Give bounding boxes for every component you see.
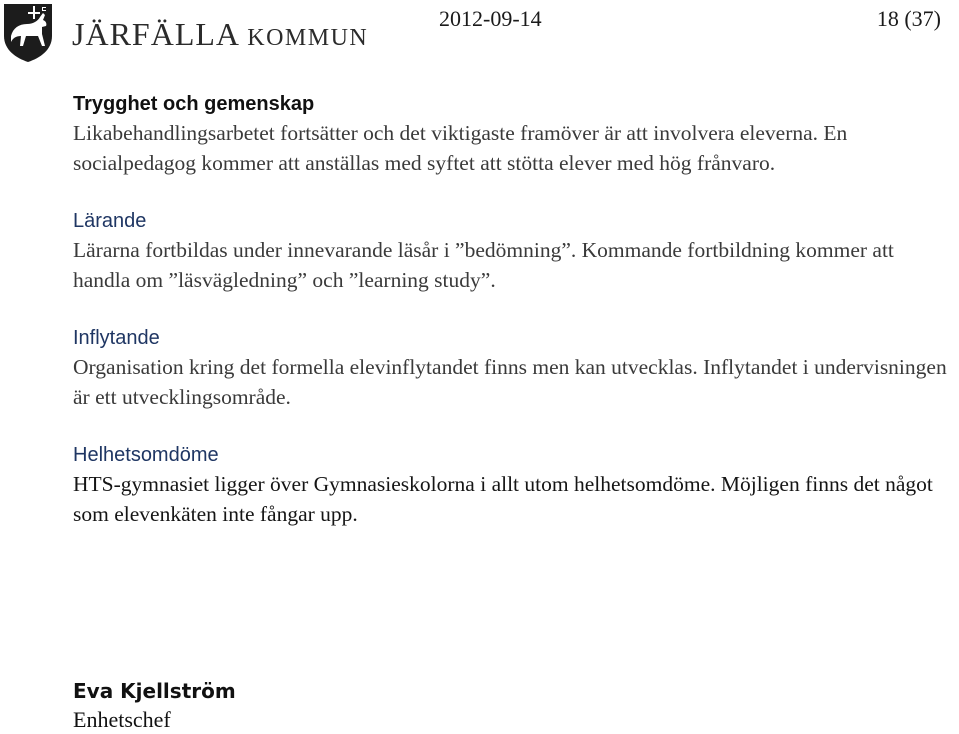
municipality-name	[72, 16, 368, 53]
section-text: Organisation kring det formella elevinflytandet finns men kan utvecklas. Inflytandet i undervisningen är ett utvecklingsområde.	[73, 355, 947, 409]
section-heading: Trygghet och gemenskap	[73, 93, 315, 115]
document-body	[73, 90, 953, 558]
document-date: 2012-09-14	[439, 6, 542, 31]
section-text: Likabehandlingsarbetet fortsätter och det viktigaste framöver är att involvera eleverna. En socialpedagog kommer att anställas med syftet att stötta elever med hög frånvaro.	[73, 121, 848, 175]
signature-name: Eva Kjellström	[73, 679, 236, 703]
section-heading: Helhetsomdöme	[73, 444, 219, 466]
municipality-crest-icon	[2, 2, 54, 64]
signature-block	[73, 676, 236, 734]
page-header	[0, 0, 959, 70]
section-trygghet	[73, 90, 953, 178]
municipality-name-large: JÄRFÄLLA	[72, 16, 239, 52]
section-text: HTS-gymnasiet ligger över Gymnasieskolorna i allt utom helhetsomdöme. Möjligen finns det något som elevenkäten inte fångar upp.	[73, 472, 933, 526]
section-inflytande	[73, 324, 953, 412]
page-number: 18 (37)	[876, 6, 941, 31]
section-larande	[73, 207, 953, 295]
section-heading: Lärande	[73, 210, 147, 232]
municipality-name-small: KOMMUN	[247, 25, 369, 51]
section-text: Lärarna fortbildas under innevarande läsår i ”bedömning”. Kommande fortbildning kommer att handla om ”läsvägledning” och ”learning study”.	[73, 238, 894, 292]
signature-title: Enhetschef	[73, 707, 171, 732]
section-helhetsomdome	[73, 441, 953, 529]
section-heading: Inflytande	[73, 327, 160, 349]
